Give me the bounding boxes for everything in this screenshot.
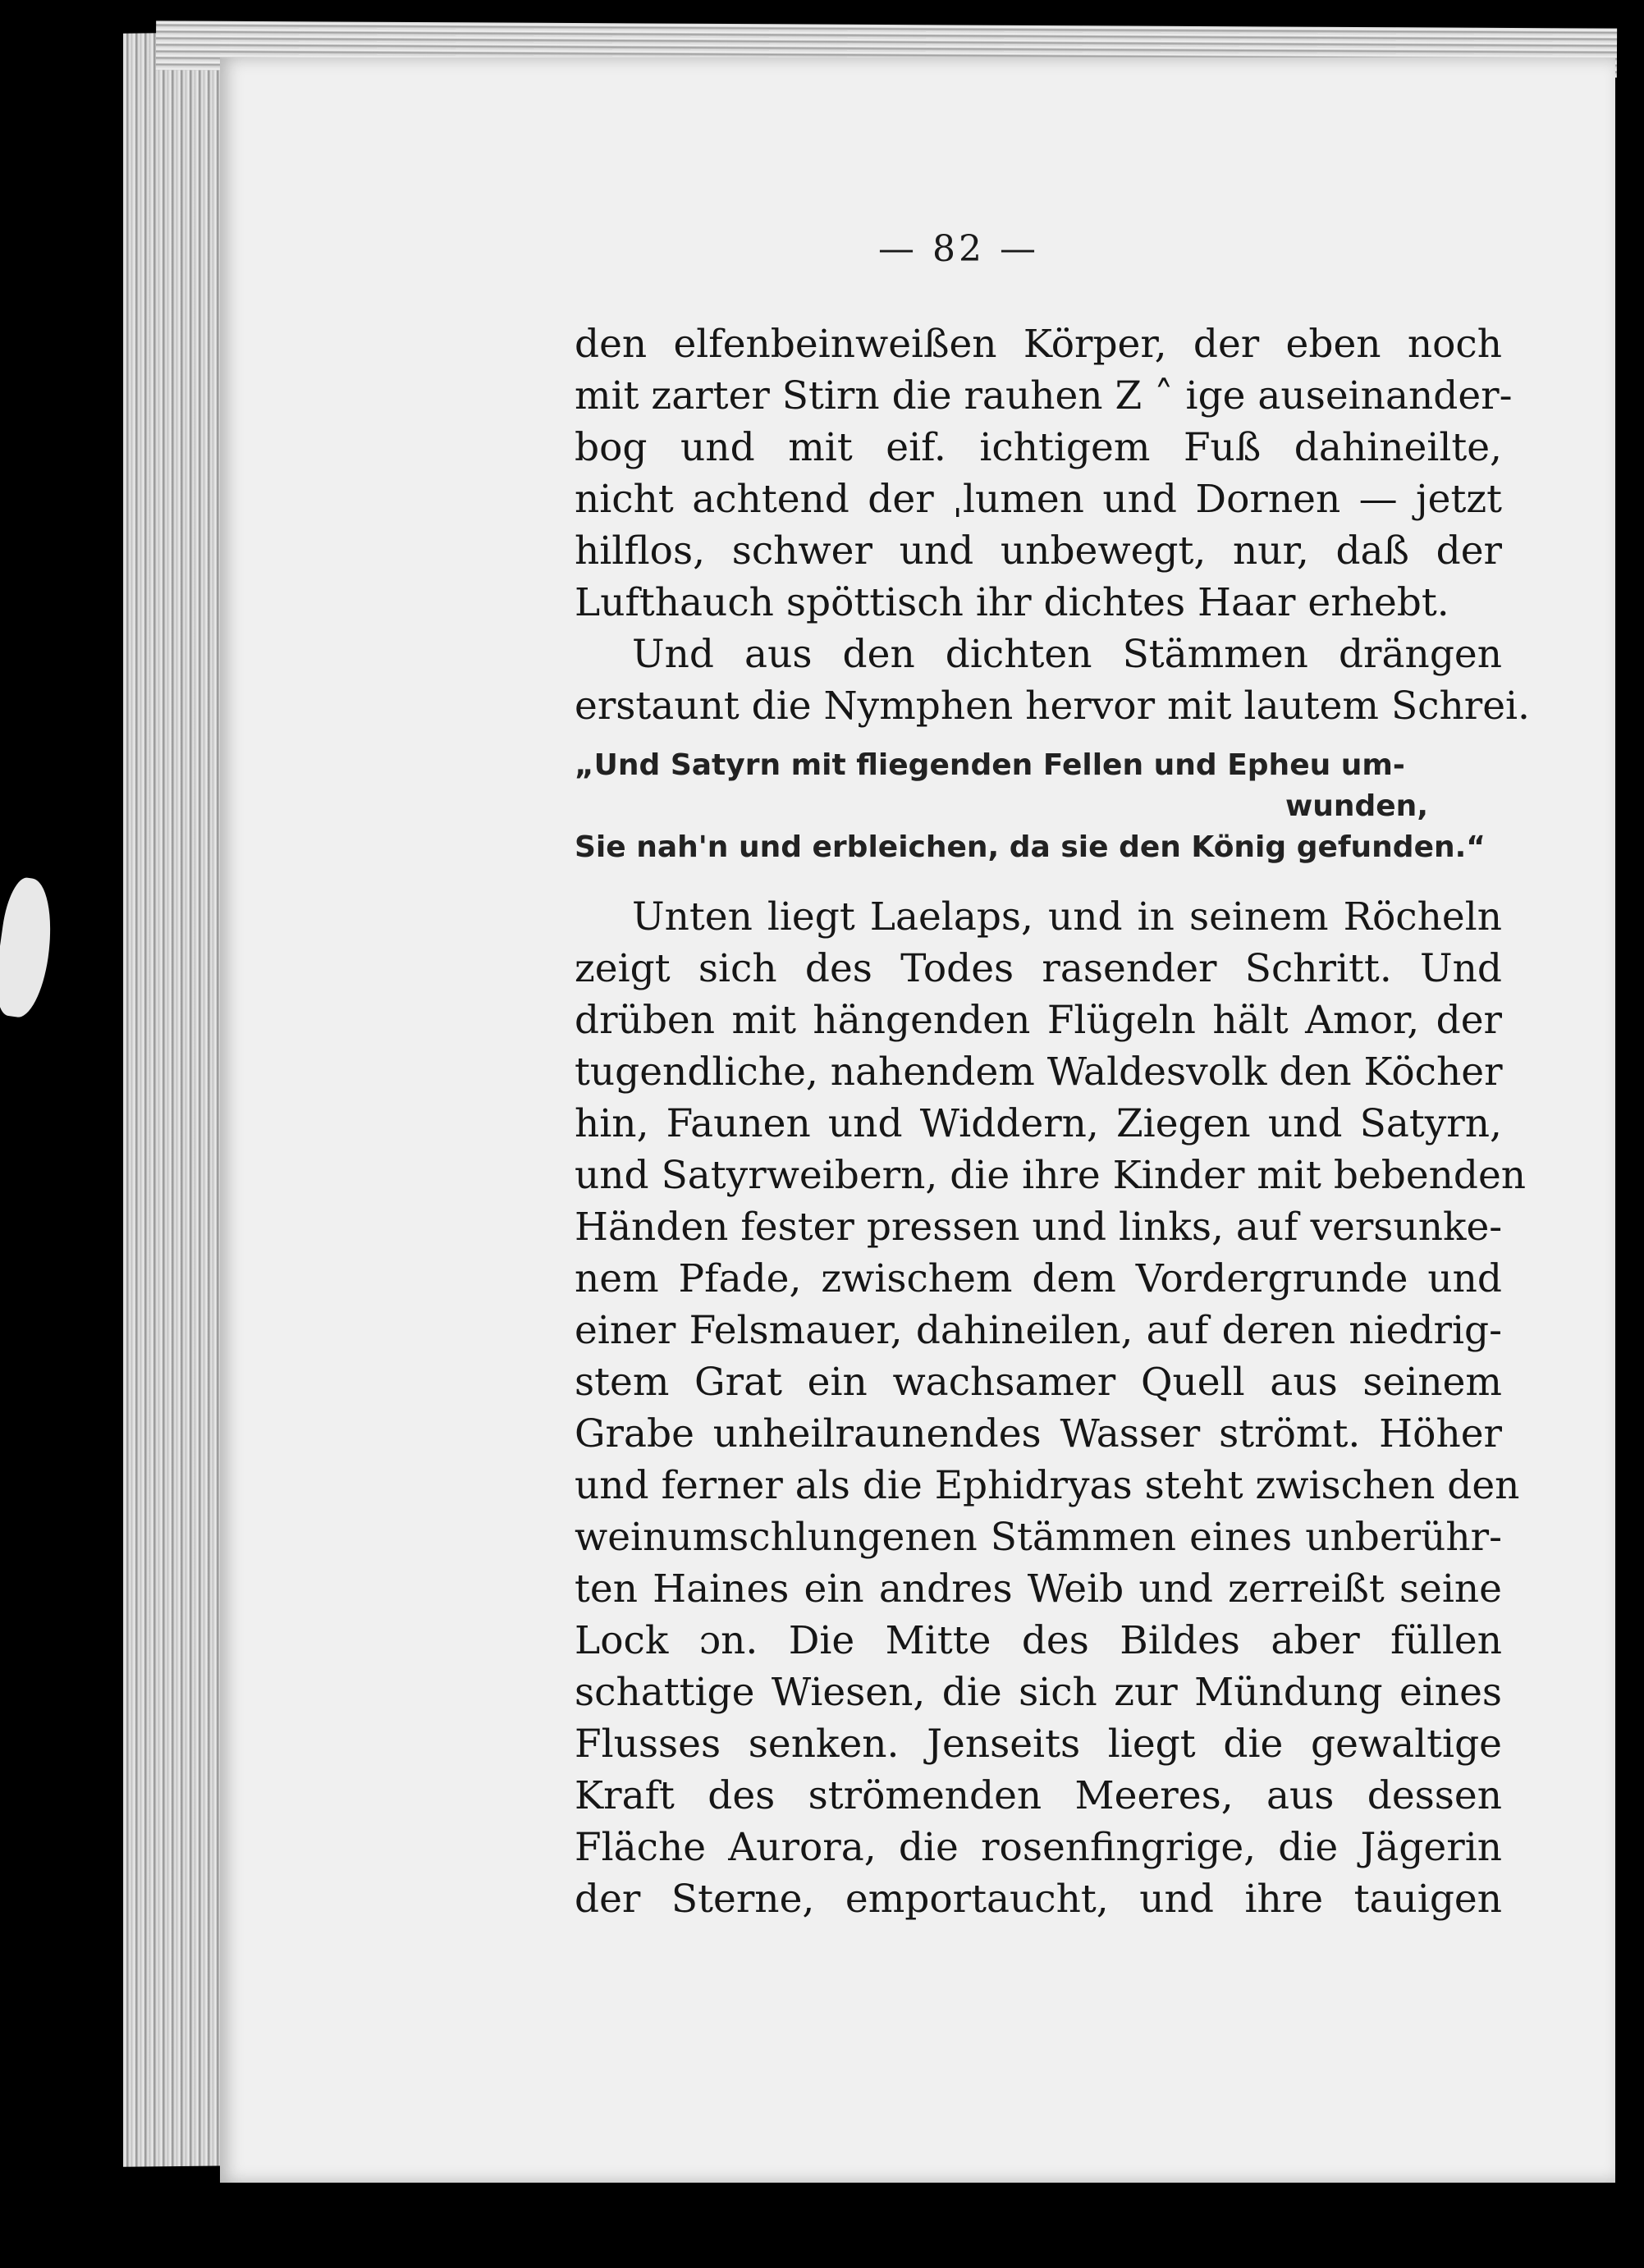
page-number: — 82 — (878, 228, 1039, 270)
text-line: Fläche Aurora, die rosenfingrige, die Jägerin (575, 1825, 1502, 1870)
paragraph-2 (575, 629, 1530, 732)
text-line: Lock ɔn. Die Mitte des Bildes aber füllen (575, 1618, 1502, 1663)
text-line: mit zarter Stirn die rauhen Z ˄ ige auseinander- (575, 373, 1513, 418)
text-line: den elfenbeinweißen Körper, der eben noch (575, 322, 1502, 367)
text-line: nicht achtend der ˌlumen und Dornen — jetzt (575, 477, 1502, 522)
text-line: tugendliche, nahendem Waldesvolk den Köcher (575, 1049, 1503, 1095)
text-line: weinumschlungenen Stämmen eines unberühr- (575, 1515, 1502, 1560)
text-line: Kraft des strömenden Meeres, aus dessen (575, 1773, 1502, 1818)
text-line: erstaunt die Nymphen hervor mit lautem Schrei. (575, 684, 1530, 729)
text-line: schattige Wiesen, die sich zur Mündung eines (575, 1670, 1502, 1715)
verse-line: wunden, (1285, 789, 1428, 823)
text-block (575, 318, 1530, 1925)
text-line: Grabe unheilraunendes Wasser strömt. Höher (575, 1411, 1502, 1456)
text-line: der Sterne, emportaucht, und ihre tauigen (575, 1877, 1502, 1922)
text-line: zeigt sich des Todes rasender Schritt. Und (575, 946, 1502, 991)
text-line: Flusses senken. Jenseits liegt die gewaltige (575, 1722, 1502, 1767)
verse-quote (575, 745, 1502, 868)
text-line: hin, Faunen und Widdern, Ziegen und Satyrn, (575, 1101, 1502, 1146)
verse-line: „Und Satyrn mit fliegenden Fellen und Epheu um- (575, 748, 1405, 782)
text-line: Händen fester pressen und links, auf versunke- (575, 1205, 1503, 1250)
text-line: bog und mit eif. ichtigem Fuß dahineilte, (575, 425, 1502, 470)
text-line: hilflos, schwer und unbewegt, nur, daß der (575, 528, 1502, 574)
paragraph-3 (575, 891, 1527, 1925)
text-line: nem Pfade, zwischem dem Vordergrunde und (575, 1256, 1502, 1301)
verse-line: Sie nah'n und erbleichen, da sie den König gefunden.“ (575, 830, 1486, 864)
text-line: und ferner als die Ephidryas steht zwischen den (575, 1463, 1520, 1508)
text-line: drüben mit hängenden Flügeln hält Amor, der (575, 998, 1502, 1043)
text-line: Unten liegt Laelaps, und in seinem Röcheln (632, 894, 1502, 940)
scan-artifact (0, 876, 59, 1021)
text-line: Lufthauch spöttisch ihr dichtes Haar erhebt. (575, 580, 1449, 625)
text-line: ten Haines ein andres Weib und zerreißt seine (575, 1566, 1502, 1612)
text-line: stem Grat ein wachsamer Quell aus seinem (575, 1360, 1502, 1405)
text-line: und Satyrweibern, die ihre Kinder mit bebenden (575, 1153, 1527, 1198)
paragraph-1 (575, 318, 1513, 629)
text-line: Und aus den dichten Stämmen drängen (632, 632, 1502, 677)
text-line: einer Felsmauer, dahineilen, auf deren niedrig- (575, 1308, 1502, 1353)
